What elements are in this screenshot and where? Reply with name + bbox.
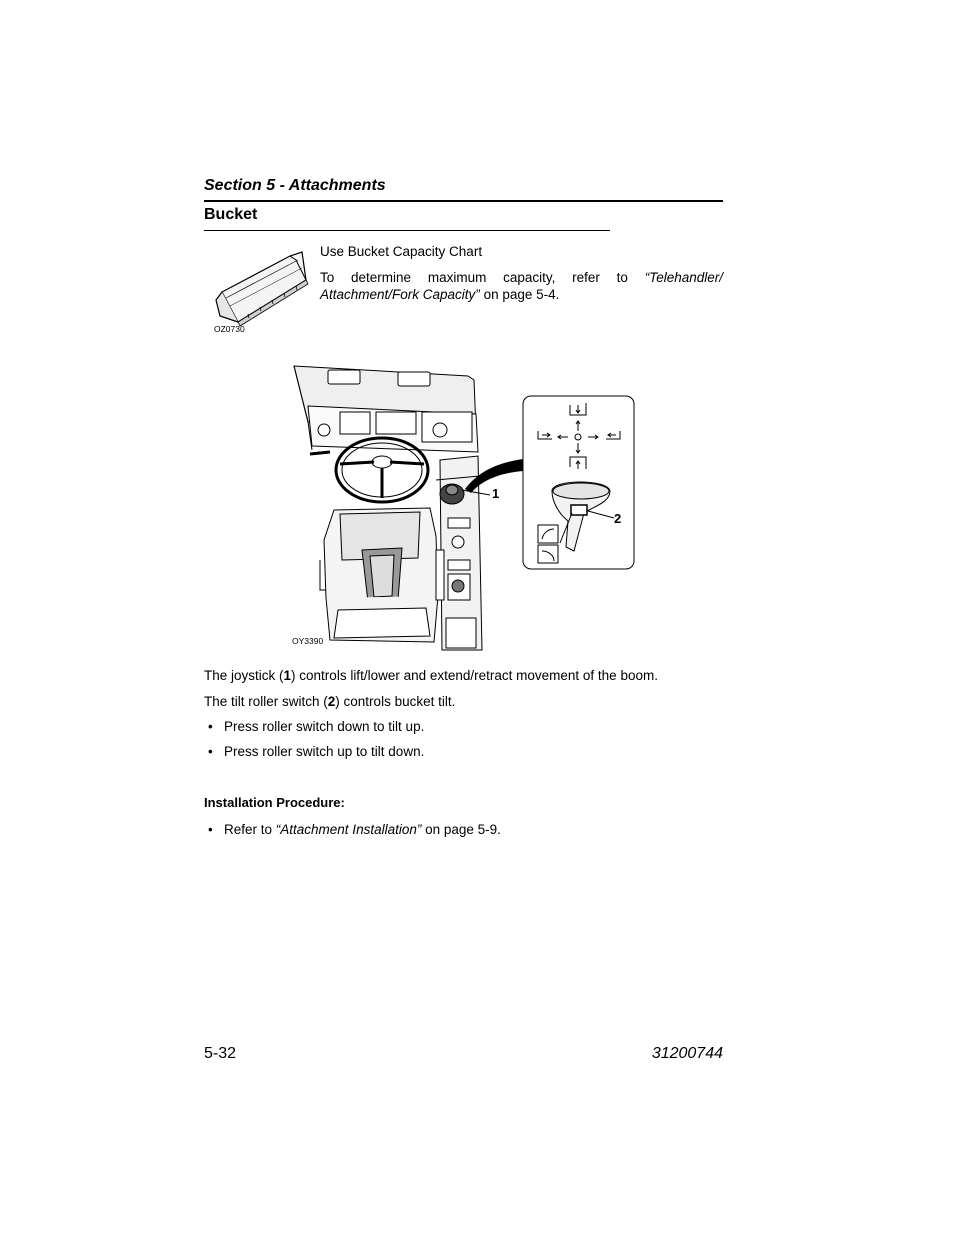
capacity-heading: Use Bucket Capacity Chart [320, 244, 483, 259]
installation-text-post: on page 5-9. [421, 822, 501, 837]
section-title: Section 5 - Attachments [204, 177, 386, 194]
callout-joystick: 1 [492, 486, 500, 501]
joystick-text-pre: The joystick ( [204, 668, 284, 683]
list-item: • Refer to “Attachment Installation” on page 5-9. [208, 822, 501, 837]
bullet-text: Press roller switch up to tilt down. [224, 744, 425, 759]
list-item: • Press roller switch up to tilt down. [208, 744, 425, 759]
section-rule [204, 200, 723, 202]
joystick-text-post: ) controls lift/lower and extend/retract movement of the boom. [291, 668, 658, 683]
roller-text-post: ) controls bucket tilt. [335, 694, 456, 709]
installation-heading: Installation Procedure: [204, 795, 345, 810]
installation-text-pre: Refer to [224, 822, 276, 837]
bullet-text: Press roller switch down to tilt up. [224, 719, 425, 734]
capacity-text-after: on page 5-4. [479, 287, 560, 302]
installation-link[interactable]: “Attachment Installation” [275, 822, 422, 837]
inset-connector [465, 455, 525, 495]
joystick-ref: 1 [283, 668, 292, 683]
subsection-title: Bucket [204, 206, 258, 223]
joystick-inset [522, 395, 662, 573]
roller-text-pre: The tilt roller switch ( [204, 694, 328, 709]
page-number: 5-32 [204, 1045, 237, 1062]
capacity-paragraph [320, 269, 723, 303]
capacity-link[interactable]: “Telehandler/ Attachment/Fork Capacity” [320, 270, 723, 302]
roller-paragraph [204, 693, 455, 710]
list-item: • Press roller switch down to tilt up. [208, 719, 425, 734]
cab-illustration [290, 360, 500, 650]
subsection-rule [204, 230, 610, 231]
callout-roller: 2 [614, 511, 622, 526]
capacity-text-before: To determine maximum capacity, refer to [320, 270, 645, 285]
joystick-paragraph [204, 667, 658, 684]
document-number: 31200744 [651, 1045, 723, 1062]
roller-ref: 2 [327, 694, 336, 709]
bucket-illustration [208, 250, 318, 340]
bucket-figure-id: OZ0730 [214, 324, 245, 334]
cab-figure-id: OY3390 [292, 636, 324, 646]
